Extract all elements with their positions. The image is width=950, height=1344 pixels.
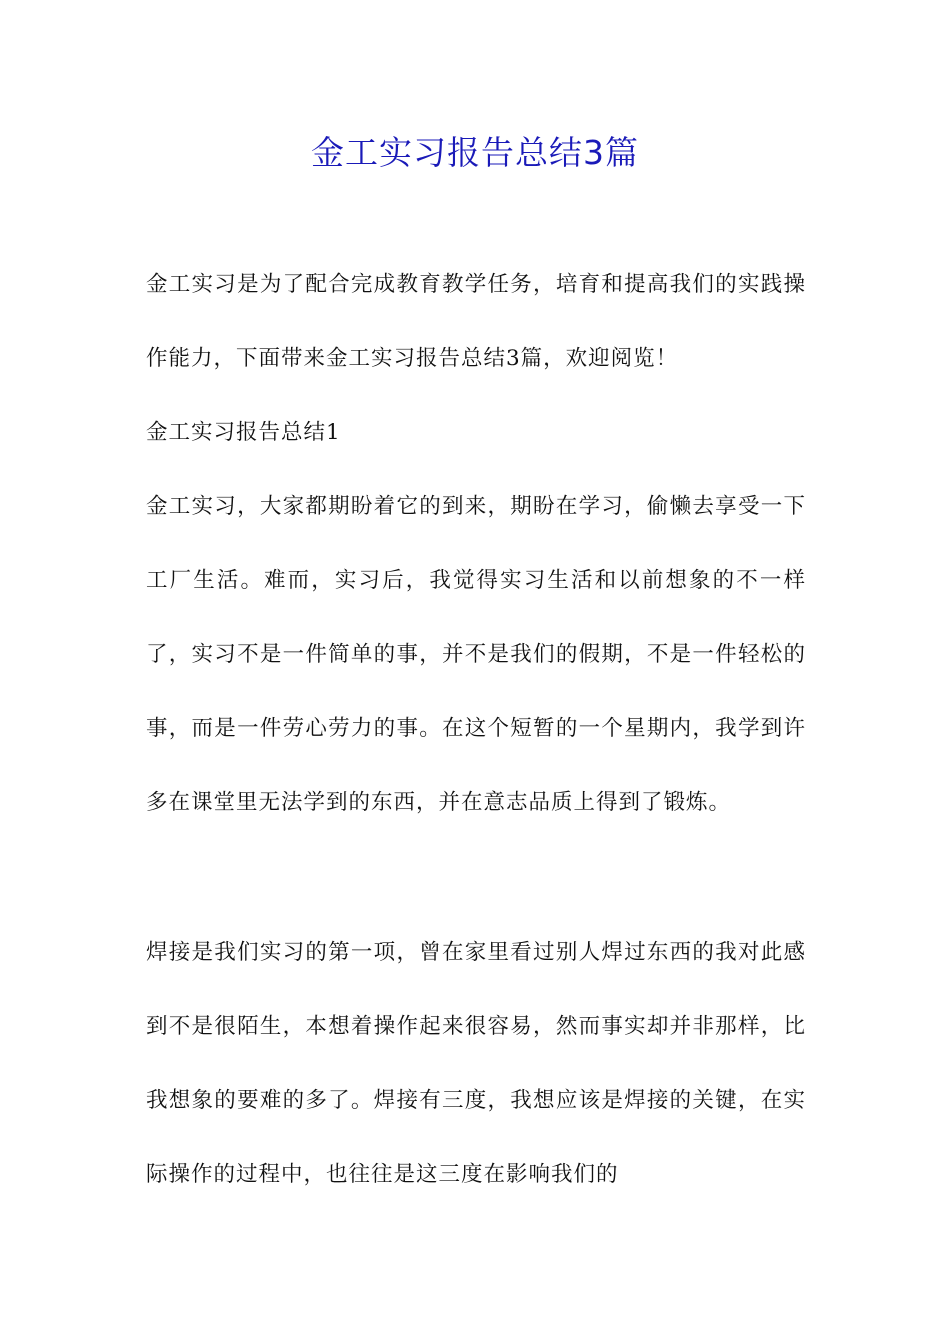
document-title: 金工实习报告总结3篇: [311, 133, 639, 172]
section-heading-text: 金工实习报告总结1: [146, 420, 341, 445]
intro-paragraph: [146, 248, 806, 396]
paragraph-text: 金工实习，大家都期盼着它的到来，期盼在学习，偷懒去享受一下工厂生活。难而，实习后，我觉得实习生活和以前想象的不一样了，实习不是一件简单的事，并不是我们的假期，不是一件轻松的事，而是一件劳心劳力的事。在这个短暂的一个星期内，我学到许多在课堂里无法学到的东西，并在意志品质上得到了锻炼。: [146, 494, 806, 815]
body-paragraph-2: [146, 916, 806, 1212]
body-paragraph-1: [146, 470, 806, 840]
paragraph-text: 焊接是我们实习的第一项，曾在家里看过别人焊过东西的我对此感到不是很陌生，本想着操作起来很容易，然而事实却并非那样，比我想象的要难的多了。焊接有三度，我想应该是焊接的关键，在实际操作的过程中，也往往是这三度在影响我们的: [146, 940, 806, 1187]
section-heading: [146, 396, 806, 470]
intro-text: 金工实习是为了配合完成教育教学任务，培育和提高我们的实践操作能力，下面带来金工实习报告总结3篇，欢迎阅览！: [146, 272, 806, 371]
